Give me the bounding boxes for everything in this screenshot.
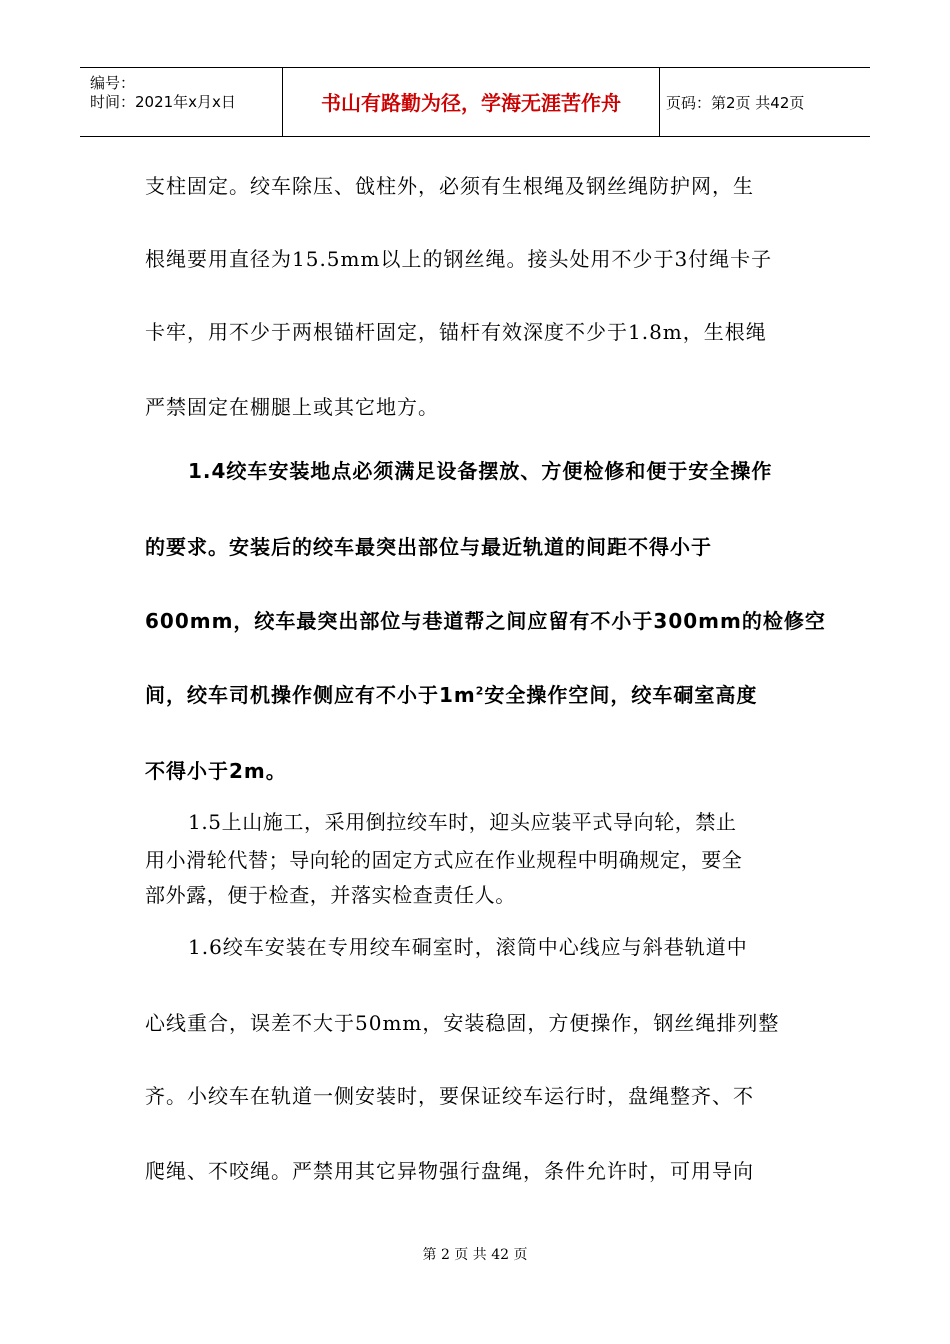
body-line-bold: 1.4绞车安装地点必须满足设备摆放、方便检修和便于安全操作 — [188, 459, 773, 483]
body-line: 齐。小绞车在轨道一侧安装时，要保证绞车运行时，盘绳整齐、不 — [145, 1084, 754, 1108]
body-line: 支柱固定。绞车除压、戗柱外，必须有生根绳及钢丝绳防护网，生 — [145, 174, 754, 198]
body-line-bold: 不得小于2m。 — [145, 759, 287, 783]
document-date-label: 时间：2021年x月x日 — [90, 93, 236, 111]
superscript: 2 — [475, 684, 485, 698]
body-line: 根绳要用直径为15.5mm以上的钢丝绳。接头处用不少于3付绳卡子 — [145, 247, 773, 271]
line-text: 间，绞车司机操作侧应有不小于1m — [145, 683, 476, 707]
body-line: 部外露，便于检查，并落实检查责任人。 — [145, 883, 516, 907]
body-line: 严禁固定在棚腿上或其它地方。 — [145, 395, 439, 419]
header-motto: 书山有路勤为径，学海无涯苦作舟 — [321, 91, 621, 115]
body-line: 1.6绞车安装在专用绞车硐室时，滚筒中心线应与斜巷轨道中 — [188, 935, 748, 959]
body-line-bold — [145, 682, 757, 708]
page-footer: 第 2 页 共 42 页 — [422, 1247, 528, 1263]
header-motto-cell — [283, 68, 660, 136]
header-page-cell — [660, 68, 870, 136]
page-header — [80, 67, 870, 137]
body-line: 用小滑轮代替；导向轮的固定方式应在作业规程中明确规定，要全 — [145, 848, 743, 872]
document-number-label: 编号： — [90, 74, 136, 92]
body-line: 1.5上山施工，采用倒拉绞车时，迎头应装平式导向轮，禁止 — [188, 810, 737, 834]
header-page-info: 页码：第2页 共42页 — [666, 94, 805, 112]
body-line: 爬绳、不咬绳。严禁用其它异物强行盘绳，条件允许时，可用导向 — [145, 1159, 754, 1183]
body-line: 心线重合，误差不大于50mm，安装稳固，方便操作，钢丝绳排列整 — [145, 1011, 780, 1035]
header-meta-cell — [80, 68, 283, 136]
body-line: 卡牢，用不少于两根锚杆固定，锚杆有效深度不少于1.8m，生根绳 — [145, 320, 767, 344]
body-line-bold: 的要求。安装后的绞车最突出部位与最近轨道的间距不得小于 — [145, 535, 712, 559]
body-line-bold: 600mm，绞车最突出部位与巷道帮之间应留有不小于300mm的检修空 — [145, 609, 826, 633]
line-text: 安全操作空间，绞车硐室高度 — [484, 683, 758, 707]
